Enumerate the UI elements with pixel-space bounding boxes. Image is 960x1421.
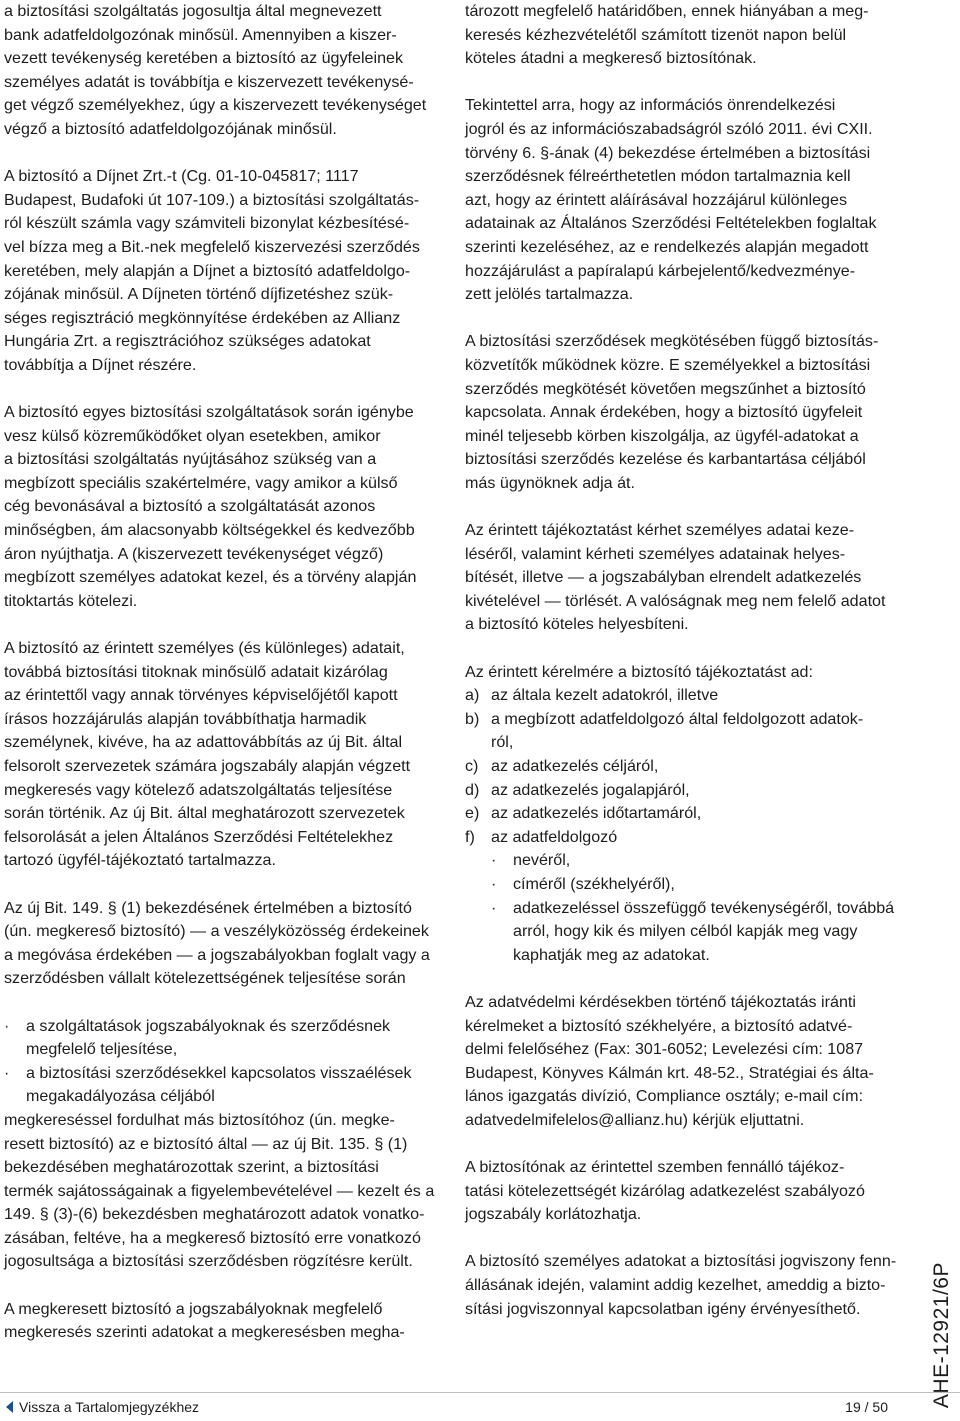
paragraph-line: Hungária Zrt. a regisztrációhoz szükséges adatokat: [4, 332, 371, 351]
paragraph-line: lános igazgatás divízió, Compliance osztály; e-mail cím:: [465, 1087, 864, 1106]
paragraph-line: megbízott személyes adatokat kezel, és a törvény alapján: [4, 568, 417, 587]
bullet-mark: ·: [491, 898, 497, 917]
request-list-item: [465, 802, 910, 826]
request-list-item: [465, 779, 910, 803]
paragraph: [4, 0, 444, 142]
paragraph-line: bítését, illetve — a jogszabályban elrendelt adatkezelés: [465, 568, 862, 587]
bullet-text: [26, 1062, 444, 1109]
list-item-line: az általa kezelt adatokról, illetve: [491, 686, 719, 705]
paragraph-line: adatainak az Általános Szerződési Feltételekben foglaltak: [465, 214, 877, 233]
paragraph-line: állásának idején, valamint addig kezelhet, ameddig a bizto-: [465, 1276, 886, 1295]
list-item-text: [491, 779, 910, 803]
bullet-line: a szolgáltatások jogszabályoknak és szerződésnek: [26, 1016, 391, 1035]
paragraph-line: köteles átadni a megkereső biztosítónak.: [465, 49, 757, 68]
paragraph-line: 149. § (3)-(6) bekezdésben meghatározott adatok vonatko-: [4, 1205, 425, 1224]
paragraph: [4, 637, 444, 873]
paragraph-line: titoktartás kötelezi.: [4, 591, 138, 610]
list-marker: c): [465, 757, 479, 775]
list-item-line: az adatfeldolgozó: [491, 827, 618, 846]
paragraph-line: ról készült számla vagy számviteli bizonylat kézbesítésé-: [4, 214, 410, 233]
request-list-item: [465, 708, 910, 755]
bullet-line: megakadályozása céljából: [26, 1087, 215, 1106]
paragraph-line: továbbá biztosítási titoknak minősülő adatait kizárólag: [4, 662, 388, 681]
sub-bullet-item: [491, 897, 910, 968]
list-item-text: [491, 684, 910, 708]
sub-bullet-line: kaphatják meg az adatokat.: [513, 945, 710, 964]
bullet-item: [4, 1015, 444, 1062]
paragraph-line: Az új Bit. 149. § (1) bekezdésének értelmében a biztosító: [4, 898, 412, 917]
list-marker: e): [465, 804, 480, 823]
paragraph-line: zásában, feltéve, ha a megkereső biztosító erre vonatkozó: [4, 1228, 421, 1247]
paragraph-line: jogról és az információszabadságról szóló 2011. évi CXII.: [465, 119, 873, 138]
bullet-mark: ·: [4, 1016, 10, 1035]
paragraph-line: a biztosítási szolgáltatás jogosultja által megnevezett: [4, 2, 382, 20]
bullet-line: a biztosítási szerződésekkel kapcsolatos visszaélések: [26, 1063, 412, 1082]
paragraph: [465, 1250, 910, 1321]
paragraph-line: hozzájárulást a papíralapú kárbejelentő/kedvezménye-: [465, 261, 856, 280]
paragraph-line: Az érintett tájékoztatást kérhet személyes adatai keze-: [465, 521, 855, 540]
list-item-text: [491, 755, 910, 779]
bullet-mark: ·: [491, 851, 497, 870]
page-number: 19 / 50: [845, 1399, 888, 1415]
paragraph-line: megkeresés vagy kötelező adatszolgáltatás teljesítése: [4, 780, 393, 799]
paragraph: [465, 519, 910, 637]
bullet-list: [4, 1015, 444, 1109]
paragraph: [465, 1156, 910, 1227]
paragraph-line: bank adatfeldolgozónak minősül. Amennyiben a kiszer-: [4, 25, 397, 44]
paragraph-line: resett biztosító) az e biztosító által — az új Bit. 135. § (1): [4, 1134, 408, 1153]
paragraph-line: bekezdésében meghatározottak szerint, a biztosítási: [4, 1158, 379, 1177]
sub-bullet-line: arról, hogy kik és milyen célból kapják meg vagy: [513, 922, 858, 941]
paragraph-line: cég bevonásával a biztosító a szolgáltatását azonos: [4, 497, 376, 516]
paragraph-line: A biztosító a Díjnet Zrt.-t (Cg. 01-10-045817; 1117: [4, 167, 359, 186]
paragraph-line: get végző személyekhez, úgy a kiszervezett tevékenységet: [4, 96, 427, 115]
paragraph-line: A biztosító egyes biztosítási szolgáltatások során igénybe: [4, 403, 414, 422]
bullet-text: [26, 1015, 444, 1062]
back-to-contents-link[interactable]: [6, 1399, 199, 1415]
paragraph-line: léséről, valamint kérheti személyes adatainak helyes-: [465, 544, 846, 563]
paragraph-line: Tekintettel arra, hogy az információs önrendelkezési: [465, 96, 836, 115]
list-item-line: az adatkezelés jogalapjáról,: [491, 780, 690, 799]
list-marker: d): [465, 780, 480, 799]
paragraph-line: keresés kézhezvételétől számított tizenöt napon belül: [465, 25, 847, 44]
paragraph-line: kivételével — törlését. A valóságnak meg nem felelő adatot: [465, 591, 886, 610]
paragraph-line: Budapest, Könyves Kálmán krt. 48-52., Stratégiai és álta-: [465, 1063, 874, 1082]
paragraph: [465, 94, 910, 306]
paragraph-line: kérelmeket a biztosító székhelyére, a biztosító adatvé-: [465, 1016, 853, 1035]
list-marker: b): [465, 709, 480, 728]
sub-bullet-text: [513, 873, 910, 897]
paragraph-line: Az adatvédelmi kérdésekben történő tájékoztatás iránti: [465, 992, 856, 1011]
paragraph-line: (ún. megkereső biztosító) — a veszélyközösség érdekeinek: [4, 922, 429, 941]
paragraph-line: megbízott speciális szakértelmére, vagy amikor a külső: [4, 473, 398, 492]
list-item-line: a megbízott adatfeldolgozó által feldolgozott adatok-: [491, 709, 864, 728]
request-list-item: [465, 755, 910, 779]
paragraph-line: a biztosítási szolgáltatás nyújtásához szükség van a: [4, 450, 377, 469]
paragraph-line: keretében, mely alapján a Díjnet a biztosító adatfeldolgo-: [4, 261, 411, 280]
right-column: [465, 0, 910, 1345]
paragraph: [4, 165, 444, 377]
sub-bullet-line: nevéről,: [513, 851, 571, 870]
back-arrow-icon: [6, 1401, 13, 1413]
list-marker: a): [465, 686, 480, 705]
paragraph: [4, 897, 444, 991]
paragraph-line: A megkeresett biztosító a jogszabályoknak megfelelő: [4, 1299, 383, 1318]
paragraph-line: felsorolt szervezetek számára jogszabály alapján végzett: [4, 757, 411, 775]
paragraph-line: A biztosítónak az érintettel szemben fennálló tájékoz-: [465, 1158, 845, 1177]
paragraph-line: sítási jogviszonnyal kapcsolatban igény érvényesíthető.: [465, 1299, 861, 1318]
paragraph-line: során történik. Az új Bit. által meghatározott szervezetek: [4, 804, 405, 823]
request-list-item: [465, 826, 910, 850]
bullet-line: megfelelő teljesítése,: [26, 1040, 178, 1059]
paragraph-line: megkereséssel fordulhat más biztosítóhoz (ún. megke-: [4, 1110, 395, 1129]
paragraph-line: személyes adatát is továbbítja e kiszervezett tevékenysé-: [4, 72, 414, 91]
list-item-text: [491, 708, 910, 755]
paragraph-line: minőségben, ám alacsonyabb költségekkel és kedvezőbb: [4, 521, 415, 540]
paragraph-line: azt, hogy az érintett aláírásával hozzájárul különleges: [465, 190, 847, 209]
footer-divider: [0, 1392, 960, 1393]
paragraph-line: megkeresés szerinti adatokat a megkeresésben megha-: [4, 1323, 405, 1342]
back-link-label: Vissza a Tartalomjegyzékhez: [19, 1399, 200, 1415]
paragraph-line: felsorolását a jelen Általános Szerződési Feltételekhez: [4, 827, 394, 846]
paragraph-line: termék sajátosságainak a figyelembevételével — kezelt és a: [4, 1181, 435, 1200]
paragraph-line: a megóvása érdekében — a jogszabályokban foglalt vagy a: [4, 945, 430, 964]
paragraph-line: továbbítja a Díjnet részére.: [4, 355, 197, 374]
paragraph-line: A biztosítási szerződések megkötésében függő biztosítás-: [465, 332, 879, 351]
bullet-mark: ·: [491, 874, 497, 893]
paragraph-line: szerződésben vállalt kötelezettségének teljesítése során: [4, 969, 406, 988]
paragraph: [4, 1109, 444, 1274]
sub-bullet-line: címéről (székhelyéről),: [513, 874, 675, 893]
paragraph-line: vesz külső közreműködőket olyan esetekben, amikor: [4, 426, 381, 445]
paragraph-line: kapcsolata. Annak érdekében, hogy a biztosító ügyfeleit: [465, 403, 863, 422]
paragraph-line: az érintettől vagy annak törvényes képviselőjétől kapott: [4, 686, 398, 705]
paragraph-line: zett jelölés tartalmazza.: [465, 285, 634, 304]
document-code: AHE-12921/6P: [930, 1262, 953, 1409]
list-item-text: [491, 826, 910, 850]
list-marker: f): [465, 827, 475, 846]
paragraph-line: delmi felelőséhez (Fax: 301-6052; Levelezési cím: 1087: [465, 1040, 864, 1059]
paragraph-line: tározott megfelelő határidőben, ennek hiányában a meg-: [465, 2, 869, 20]
request-list: [465, 661, 910, 968]
paragraph-line: biztosítási szerződés kezelése és karbantartása céljából: [465, 450, 866, 469]
paragraph-line: végző a biztosító adatfeldolgozójának minősül.: [4, 119, 337, 138]
paragraph-line: tartozó ügyfél-tájékoztató tartalmazza.: [4, 851, 276, 870]
paragraph: [4, 1298, 444, 1345]
paragraph: [465, 330, 910, 495]
paragraph: [4, 401, 444, 613]
left-column: [4, 0, 444, 1368]
list-item-line: az adatkezelés céljáról,: [491, 757, 659, 775]
bullet-mark: ·: [4, 1063, 10, 1082]
paragraph-line: a biztosító köteles helyesbíteni.: [465, 615, 689, 634]
paragraph: [465, 0, 910, 71]
paragraph-line: A biztosító személyes adatokat a biztosítási jogviszony fenn-: [465, 1252, 897, 1271]
sub-bullet-item: [491, 849, 910, 873]
paragraph-line: A biztosító az érintett személyes (és különleges) adatait,: [4, 639, 405, 658]
request-list-intro: Az érintett kérelmére a biztosító tájékoztatást ad:: [465, 662, 813, 681]
paragraph-line: közvetítők működnek közre. E személyekkel a biztosítási: [465, 355, 871, 374]
paragraph-line: írásos hozzájárulás alapján továbbíthatja harmadik: [4, 709, 367, 728]
paragraph-line: minél teljesebb körben kiszolgálja, az ügyfél-adatokat a: [465, 426, 859, 445]
paragraph-line: Budapest, Budafoki út 107-109.) a biztosítási szolgáltatás-: [4, 190, 420, 209]
list-item-line: ról,: [491, 733, 514, 752]
bullet-item: [4, 1062, 444, 1109]
paragraph-line: más ügynöknek adja át.: [465, 473, 635, 492]
paragraph-line: jogosultsága a biztosítási szerződésben rögzítésre került.: [4, 1252, 413, 1271]
paragraph-line: szerinti kezeléséhez, az e rendelkezés alapján megadott: [465, 237, 869, 256]
list-item-line: az adatkezelés időtartamáról,: [491, 804, 702, 823]
processor-details-list: [465, 849, 910, 967]
paragraph-line: személynek, kivéve, ha az adattovábbítás az új Bit. által: [4, 733, 403, 752]
paragraph-line: szerződés megkötését követően megszűnhet a biztosító: [465, 379, 866, 398]
paragraph-line: jogszabály korlátozhatja.: [465, 1205, 642, 1224]
sub-bullet-item: [491, 873, 910, 897]
paragraph-line: törvény 6. §-ának (4) bekezdése értelmében a biztosítási: [465, 143, 871, 162]
paragraph-line: vel bízza meg a Bit.-nek megfelelő kiszervezési szerződés: [4, 237, 420, 256]
sub-bullet-line: adatkezeléssel összefüggő tevékenységéről, továbbá: [513, 898, 895, 917]
paragraph-line: tatási kötelezettségét kizárólag adatkezelést szabályozó: [465, 1181, 865, 1200]
paragraph-line: adatvedelmifelelos@allianz.hu) kérjük eljuttatni.: [465, 1110, 805, 1129]
paragraph-line: séges regisztráció megkönnyítése érdekében az Allianz: [4, 308, 401, 327]
list-item-text: [491, 802, 910, 826]
sub-bullet-text: [513, 897, 910, 968]
paragraph-line: szerződésnek félreérthetetlen módon tartalmaznia kell: [465, 167, 851, 186]
paragraph: [465, 991, 910, 1133]
paragraph-line: vezett tevékenység keretében a biztosító az ügyfeleinek: [4, 49, 404, 68]
paragraph-line: zójának minősül. A Díjneten történő díjfizetéshez szük-: [4, 285, 394, 304]
request-list-item: [465, 684, 910, 708]
sub-bullet-text: [513, 849, 910, 873]
paragraph-line: áron nyújthatja. A (kiszervezett tevékenységet végző): [4, 544, 384, 563]
